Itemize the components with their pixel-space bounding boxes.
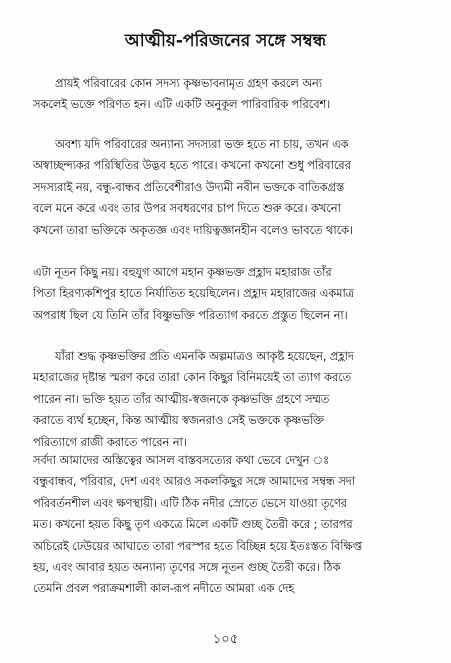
text-line: বন্ধুবান্ধব, পরিবার, দেশ এবং আরও সকলকিছুর সঙ্গে আমাদের সম্বন্ধ সদা [33,474,355,489]
text-line: তেমনি প্রবল পরাক্রমশালী কাল-রূপ নদীতে আমরা এক দেহ [33,581,295,596]
page-title: আত্মীয়-পরিজনের সঙ্গে সম্বন্ধ [124,31,327,51]
text-line: সদস্যরাই নয়, বন্ধু-বান্ধব প্রতিবেশীরাও উদ্যমী নবীন ভক্তকে বাতিকগ্রস্ত [33,179,345,194]
text-line: এটা নূতন কিছু নয়। বহুযুগ আগে মহান কৃষ্ণভক্ত প্রহ্লাদ মহারাজ তাঁর [33,265,332,279]
paragraph-2 [33,134,423,241]
text-line: পরিত্যাগে রাজী করাতে পারেন না। [33,434,187,449]
text-line: কখনো তারা ভক্তিকে অকৃতজ্ঞ এবং দায়িত্বজ্ঞানহীন বলেও ভাবতে থাকে। [33,222,354,237]
text-line: প্রায়ই পরিবারের কোন সদস্য কৃষ্ণভাবনামৃত গ্রহণ করলে অন্য [55,76,322,90]
text-line: মহারাজের দৃষ্টান্ত স্মরণ করে তারা কোন কিছুর বিনিময়েই তা ত্যাগ করতে [33,370,352,385]
page-number: ১০৫ [212,632,239,647]
text-line: করাতে ব্যর্থ হচ্ছেন, কিন্ত আত্মীয় স্বজনরাও সেই ভক্তকে কৃষ্ণভক্তি [33,413,324,428]
paragraph-5 [33,450,423,600]
text-line: বলে মনে করে এবং তার উপর সবধরণের চাপ দিতে শুরু করে। কখনো [33,201,341,216]
text-line: সকলেই ভক্তে পরিণত হন। এটি একটি অনুকূল পারিবারিক পরিবেশ। [33,97,331,112]
text-line: অচিরেই ঢেউয়ের আঘাতে তারা পরস্পর হতে বিচ্ছিন্ন হয়ে ইতঃস্তত বিক্ষিপ্ত [33,538,362,553]
text-line: হয়, এবং আবার হয়ত অন্যান্য তৃণের সঙ্গে নূতন গুচ্ছ তৈরী করে। ঠিক [33,560,341,575]
text-line: পিতা হিরণ্যকশিপুর হাতে নির্যাতিত হয়েছিলেন। প্রহ্লাদ মহারাজের একমাত্র [33,286,354,301]
text-line: অবশ্য যদি পরিবারের অন্যান্য সদস্যরা ভক্ত হতে না চায়, তখন এক [55,137,349,151]
text-line: অস্বাচ্ছন্দ্যকর পরিস্থিতির উদ্ভব হতে পারে। কখনো কখনো শুধু পরিবারের [33,158,351,173]
text-line: মত। কখনো হয়ত কিছু তৃণ একত্রে মিলে একটি গুচ্ছ তৈরী করে ; তারপর [33,517,353,532]
paragraph-1 [33,73,423,116]
text-line: যাঁরা শুদ্ধ কৃষ্ণভক্তির প্রতি এমনকি অল্পমাত্রও আকৃষ্ট হয়েছেন, প্রহ্লাদ [55,349,354,363]
text-line: সর্বদা আমাদের অস্তিত্বের আসল বাস্তবসত্যের কথা ভেবে দেখুন ঃ [33,453,330,467]
text-line: পরিবর্তনশীল এবং ক্ষণস্থায়ী। এটি ঠিক নদীর স্রোতে ভেসে যাওয়া তৃণের [33,495,347,510]
text-line: অপরাধ ছিল যে তিনি তাঁর বিষ্ণুভক্তি পরিত্যাগ করতে প্রস্তুত ছিলেন না। [33,307,348,322]
text-line: পারেন না। ভক্তি হয়ত তাঁর আত্মীয়-স্বজনকে কৃষ্ণভক্তি গ্রহণে সম্মত [33,391,330,406]
paragraph-3 [33,262,423,326]
paragraph-4 [33,346,423,453]
